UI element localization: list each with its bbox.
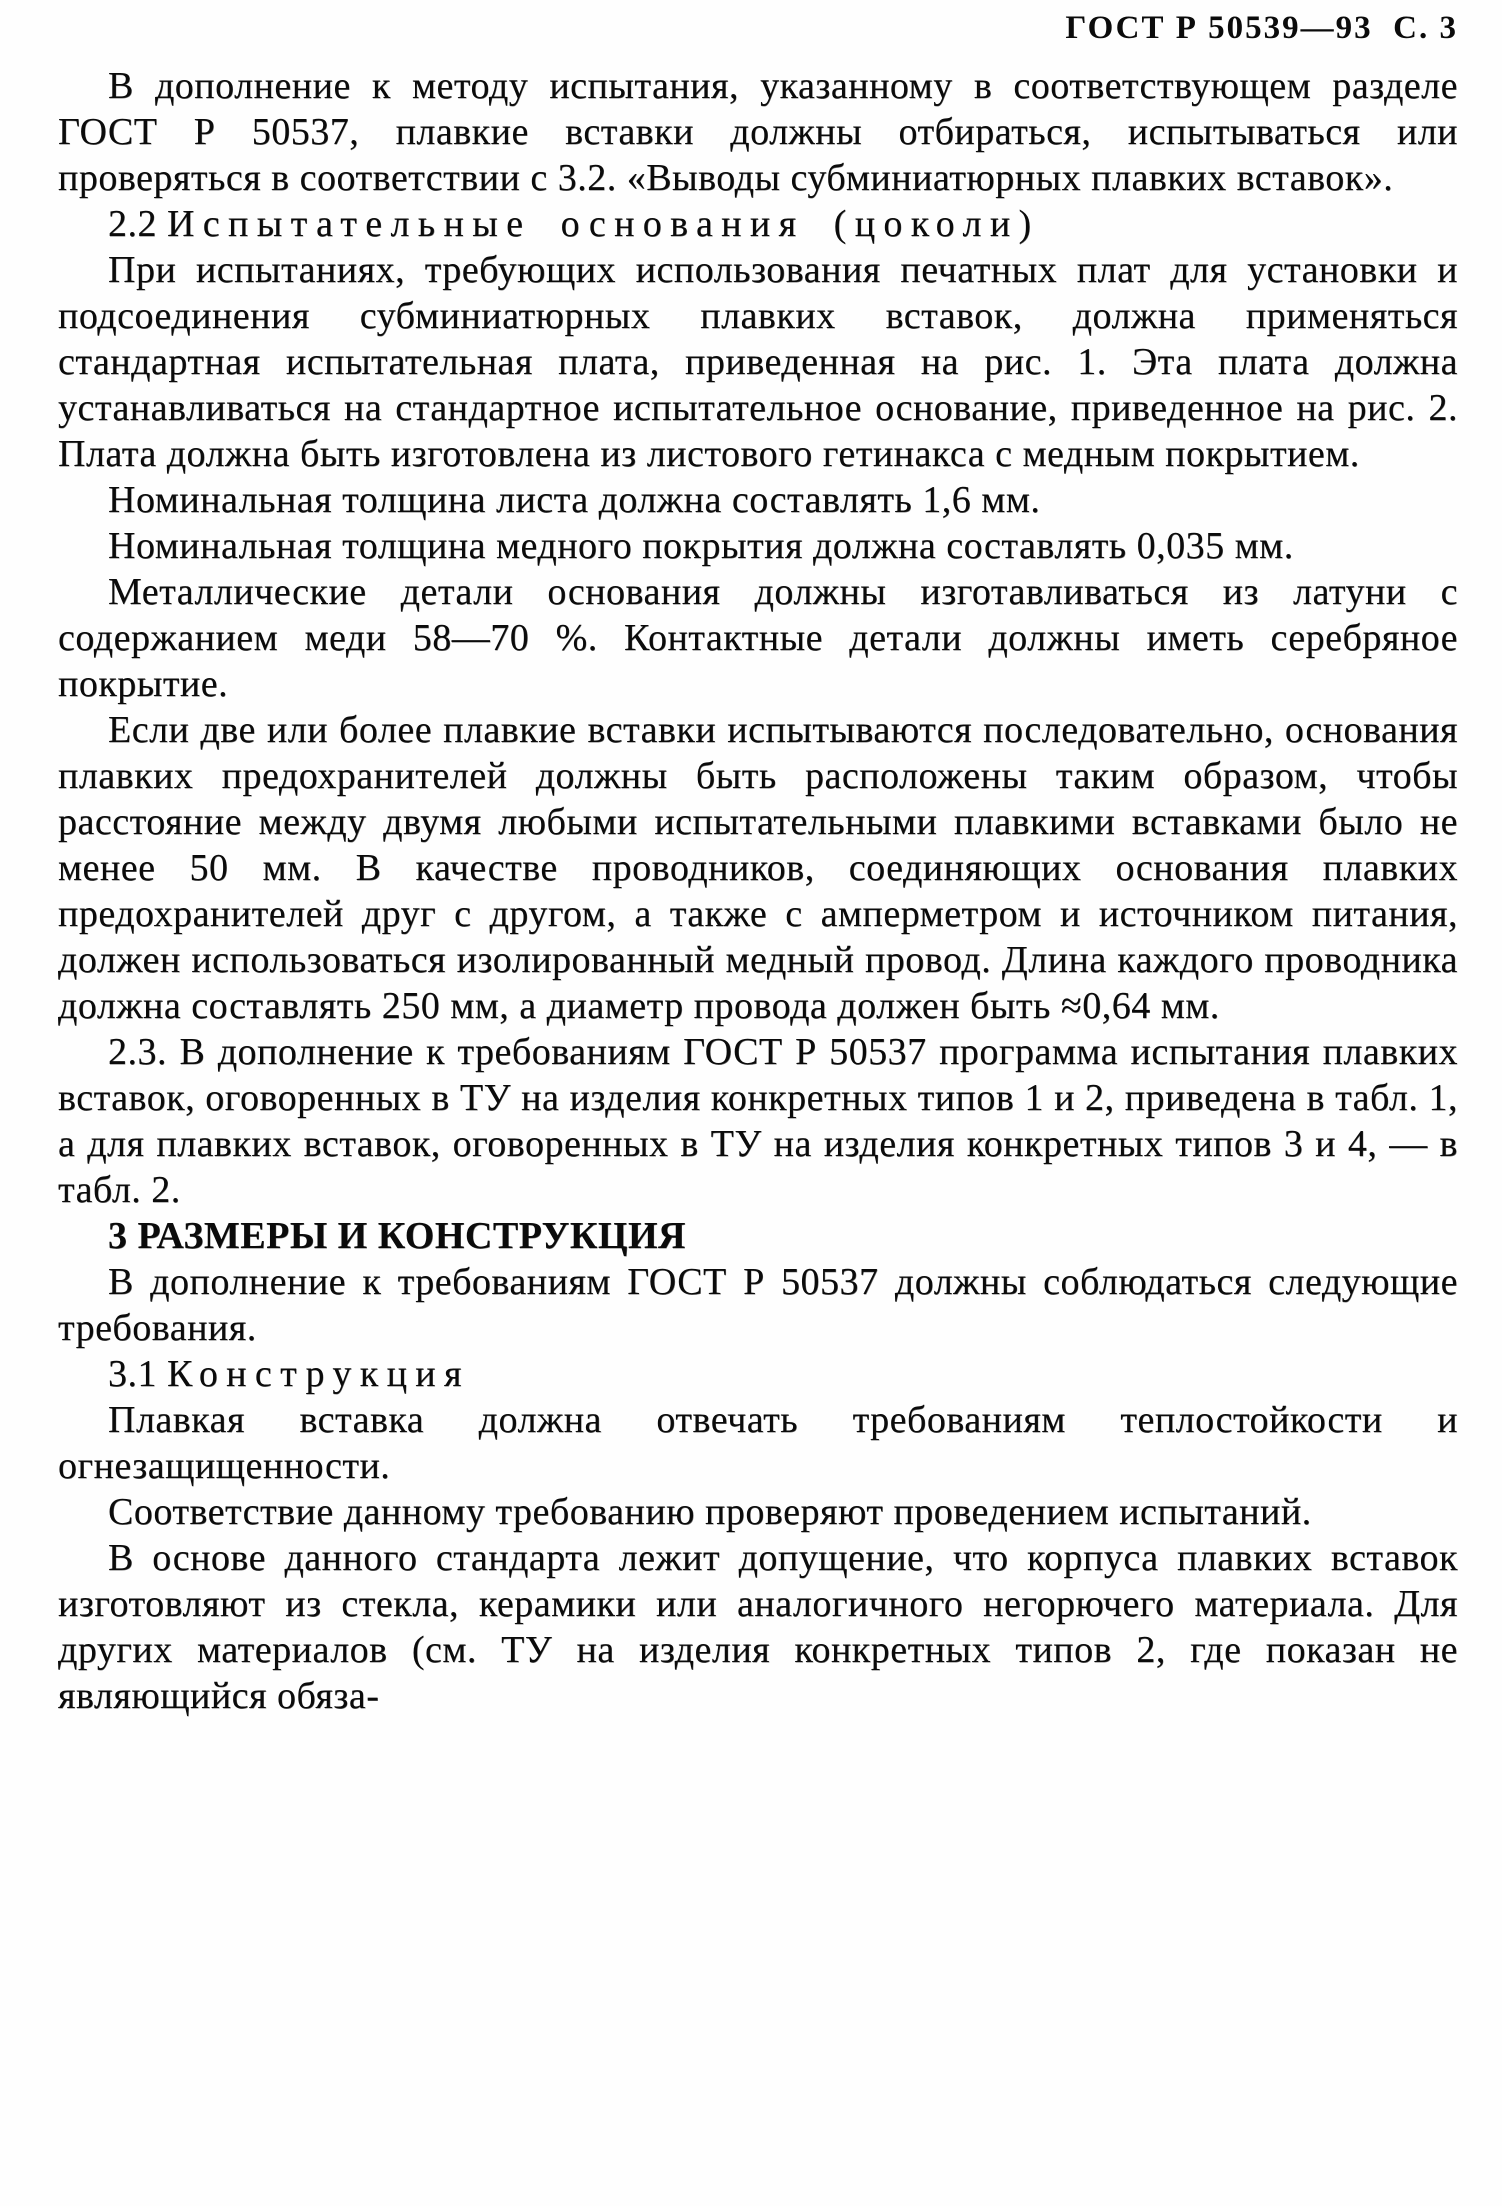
section-heading-3: 3 РАЗМЕРЫ И КОНСТРУКЦИЯ <box>108 1215 686 1257</box>
paragraph-additional-requirements: В дополнение к требованиям ГОСТ Р 50537 должны соблюдаться следующие требования. <box>58 1261 1458 1349</box>
document-body <box>58 63 1458 1719</box>
paragraph-sheet-thickness: Номинальная толщина листа должна составлять 1,6 мм. <box>108 479 1041 521</box>
clause-number: 2.2 <box>108 203 157 245</box>
paragraph-2-3-program: 2.3. В дополнение к требованиям ГОСТ Р 50537 программа испытания плавких вставок, оговоренных в ТУ на изделия конкретных типов 1 и 2, приведена в табл. 1, а для плавких вставок, оговоренных в ТУ на изделия конкретных типов 3 и 4, — в табл. 2. <box>58 1031 1458 1211</box>
clause-heading-3-1 <box>58 1351 1458 1397</box>
paragraph-intro: В дополнение к методу испытания, указанному в соответствующем разделе ГОСТ Р 50537, плавкие вставки должны отбираться, испытываться или проверяться в соответствии с 3.2. «Выводы субминиатюрных плавких вставок». <box>58 65 1458 199</box>
clause-title: Испытательные основания (цоколи) <box>167 203 1040 245</box>
paragraph-body-materials: В основе данного стандарта лежит допущение, что корпуса плавких вставок изготовляют из стекла, керамики или аналогичного негорючего материала. Для других материалов (см. ТУ на изделия конкретных типов 2, где показан не являющийся обяза- <box>58 1537 1458 1717</box>
paragraph-spacing-conductors: Если две или более плавкие вставки испытываются последовательно, основания плавких предохранителей должны быть расположены таким образом, чтобы расстояние между двумя любыми испытательными плавкими вставками было не менее 50 мм. В качестве проводников, соединяющих основания плавких предохранителей друг с другом, а также с амперметром и источником питания, должен использоваться изолированный медный провод. Длина каждого проводника должна составлять 250 мм, а диаметр провода должен быть ≈0,64 мм. <box>58 709 1458 1027</box>
document-header: ГОСТ Р 50539—93 С. 3 <box>1065 10 1458 46</box>
clause-title: Конструкция <box>167 1353 470 1395</box>
paragraph-copper-thickness: Номинальная толщина медного покрытия должна составлять 0,035 мм. <box>108 525 1294 567</box>
paragraph-compliance-check: Соответствие данному требованию проверяют проведением испытаний. <box>108 1491 1312 1533</box>
paragraph-heat-resistance: Плавкая вставка должна отвечать требованиям теплостойкости и огнезащищенности. <box>58 1399 1458 1487</box>
paragraph-metal-parts: Металлические детали основания должны изготавливаться из латуни с содержанием меди 58—70 %. Контактные детали должны иметь серебряное покрытие. <box>58 571 1458 705</box>
clause-number: 3.1 <box>108 1353 157 1395</box>
clause-heading-2-2 <box>58 201 1458 247</box>
paragraph-test-board: При испытаниях, требующих использования печатных плат для установки и подсоединения субминиатюрных плавких вставок, должна применяться стандартная испытательная плата, приведенная на рис. 1. Эта плата должна устанавливаться на стандартное испытательное основание, приведенное на рис. 2. Плата должна быть изготовлена из листового гетинакса с медным покрытием. <box>58 249 1458 475</box>
